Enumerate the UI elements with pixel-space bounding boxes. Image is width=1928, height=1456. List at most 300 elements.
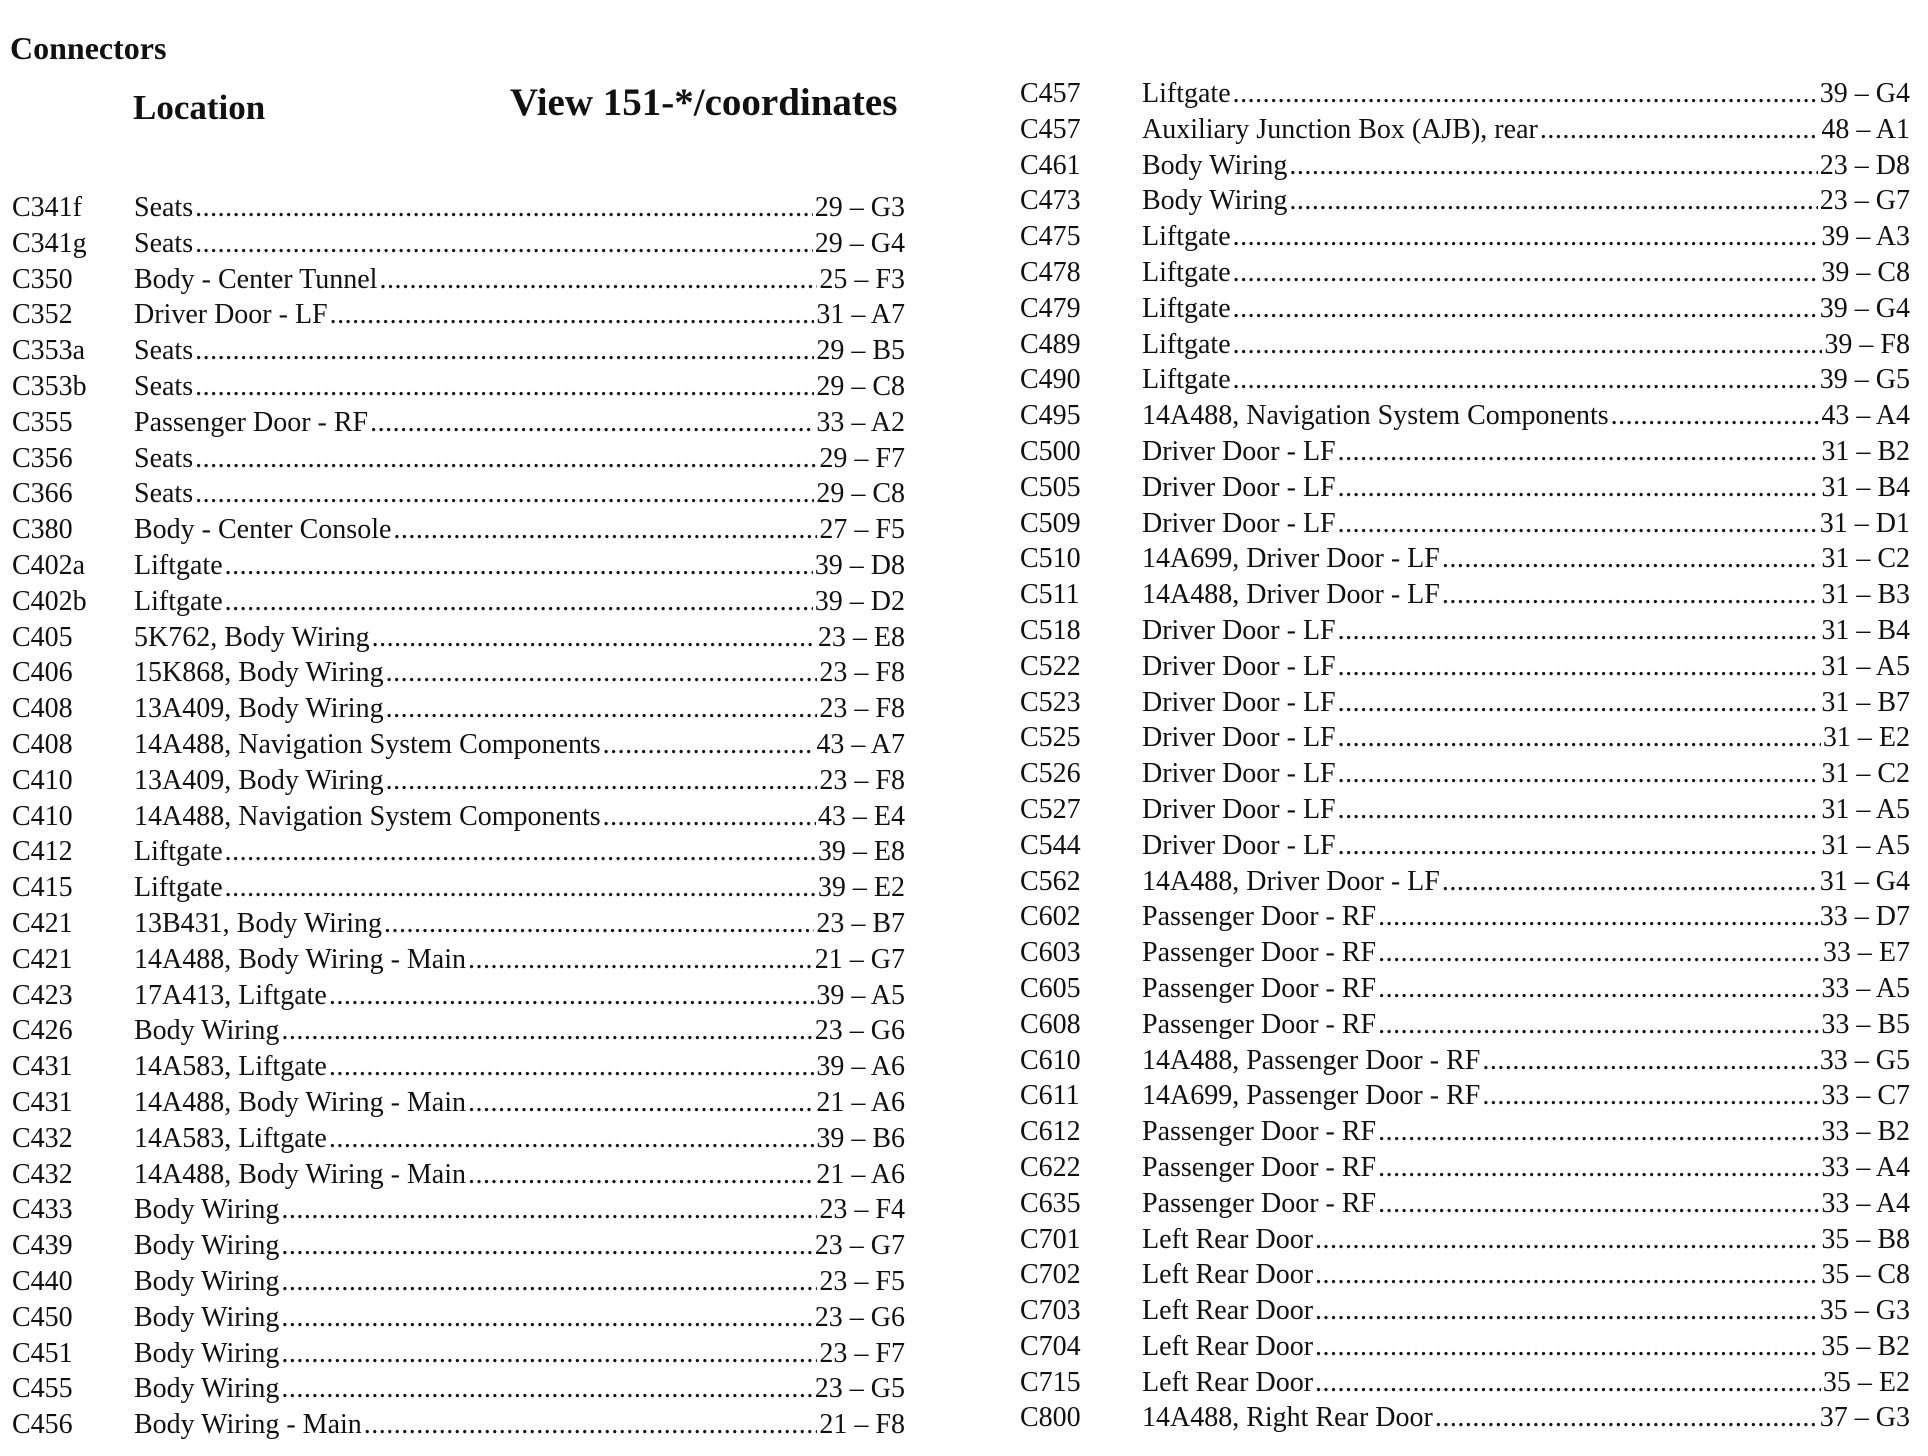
connector-location: Passenger Door - RF — [1142, 1151, 1377, 1183]
dot-leader — [1315, 1295, 1818, 1327]
connector-location: Body Wiring — [1142, 185, 1288, 217]
view-coordinate: 23 – B7 — [816, 907, 905, 939]
connector-row — [12, 514, 905, 550]
view-coordinate: 35 – C8 — [1821, 1259, 1910, 1291]
connector-code: C431 — [12, 1086, 73, 1118]
connector-location: Driver Door - LF — [1142, 435, 1336, 467]
connector-location: Left Rear Door — [1142, 1223, 1314, 1255]
connector-row — [1020, 1188, 1910, 1224]
connector-row — [12, 443, 905, 479]
connector-row — [1020, 794, 1910, 830]
connector-code: C509 — [1020, 507, 1081, 539]
connector-code: C412 — [12, 836, 73, 868]
connector-location: Body Wiring — [134, 1301, 280, 1333]
connector-location: 14A488, Body Wiring - Main — [134, 943, 467, 975]
connector-code: C356 — [12, 442, 73, 474]
connector-row — [1020, 830, 1910, 866]
dot-leader — [1338, 508, 1818, 540]
connector-location: 14A488, Driver Door - LF — [1142, 865, 1440, 897]
view-coordinate: 35 – B8 — [1821, 1223, 1910, 1255]
connector-row — [12, 729, 905, 765]
connector-code: C432 — [12, 1122, 73, 1154]
view-coordinate: 31 – B4 — [1821, 471, 1910, 503]
connector-code: C457 — [1020, 78, 1081, 109]
connector-location: 14A583, Liftgate — [134, 1051, 327, 1083]
connector-row — [1020, 185, 1910, 221]
dot-leader — [393, 514, 817, 546]
connector-location: Passenger Door - RF — [1142, 1116, 1377, 1148]
view-coordinate: 39 – E8 — [817, 836, 905, 868]
connector-location: Driver Door - LF — [1142, 614, 1336, 646]
connector-code: C433 — [12, 1194, 73, 1226]
view-coordinate: 31 – B2 — [1821, 435, 1910, 467]
connector-row — [12, 765, 905, 801]
connector-location: Seats — [134, 442, 194, 474]
view-coordinate: 33 – E7 — [1822, 937, 1910, 969]
dot-leader — [1482, 1080, 1819, 1112]
connector-row — [1020, 1080, 1910, 1116]
view-coordinate: 21 – A6 — [816, 1086, 905, 1118]
connector-location: 17A413, Liftgate — [134, 979, 327, 1011]
dot-leader — [195, 443, 817, 475]
connector-code: C702 — [1020, 1259, 1081, 1291]
connector-code: C489 — [1020, 328, 1081, 360]
connector-code: C479 — [1020, 292, 1081, 324]
connector-row — [1020, 1009, 1910, 1045]
connector-code: C610 — [1020, 1044, 1081, 1076]
connector-location: Passenger Door - RF — [134, 406, 369, 438]
connector-location: Liftgate — [1142, 328, 1231, 360]
connector-row — [12, 335, 905, 371]
connector-location: Seats — [134, 335, 194, 367]
view-coordinate: 23 – E8 — [817, 621, 905, 653]
dot-leader — [281, 1230, 812, 1262]
connector-code: C505 — [1020, 471, 1081, 503]
dot-leader — [1233, 221, 1820, 253]
view-coordinate: 33 – C7 — [1821, 1080, 1910, 1112]
connector-row — [1020, 1224, 1910, 1260]
view-coordinate: 35 – G3 — [1819, 1295, 1910, 1327]
connector-code: C602 — [1020, 901, 1081, 933]
connector-row — [12, 1266, 905, 1302]
connector-code: C350 — [12, 263, 73, 295]
connector-row — [12, 801, 905, 837]
connector-row — [1020, 1152, 1910, 1188]
connector-row — [12, 836, 905, 872]
connector-row — [1020, 329, 1910, 365]
connector-row — [12, 550, 905, 586]
connector-location: 13A409, Body Wiring — [134, 764, 384, 796]
connector-row — [12, 1051, 905, 1087]
connector-row — [1020, 901, 1910, 937]
connector-code: C366 — [12, 478, 73, 510]
dot-leader — [225, 872, 816, 904]
connector-row — [1020, 1402, 1910, 1438]
connector-location: 14A488, Navigation System Components — [134, 728, 601, 760]
connector-row — [12, 1123, 905, 1159]
connector-row — [1020, 579, 1910, 615]
connector-code: C353a — [12, 335, 86, 367]
dot-leader — [329, 980, 814, 1012]
connector-location: Body - Center Tunnel — [134, 263, 378, 295]
view-coordinates-column-header: View 151-*/coordinates — [510, 81, 898, 124]
connector-code: C408 — [12, 693, 73, 725]
connector-code: C611 — [1020, 1080, 1080, 1112]
view-coordinate: 35 – E2 — [1822, 1366, 1910, 1398]
view-coordinate: 23 – G6 — [814, 1015, 905, 1047]
dot-leader — [1378, 1009, 1819, 1041]
dot-leader — [468, 1159, 814, 1191]
connector-code: C518 — [1020, 614, 1081, 646]
view-coordinate: 29 – F7 — [819, 442, 905, 474]
connector-location: Body Wiring — [134, 1337, 280, 1369]
view-coordinate: 29 – C8 — [816, 478, 905, 510]
connector-location: Driver Door - LF — [1142, 507, 1336, 539]
connector-row — [12, 407, 905, 443]
connector-location: 5K762, Body Wiring — [134, 621, 370, 653]
connector-code: C421 — [12, 907, 73, 939]
view-coordinate: 31 – C2 — [1821, 543, 1910, 575]
connector-location: Body Wiring — [134, 1265, 280, 1297]
view-coordinate: 33 – B5 — [1821, 1008, 1910, 1040]
connector-location: Passenger Door - RF — [1142, 1008, 1377, 1040]
connector-location: Liftgate — [134, 836, 223, 868]
connector-location: Body - Center Console — [134, 514, 392, 546]
connector-row — [12, 1373, 905, 1409]
dot-leader — [1338, 794, 1820, 826]
connector-location: 14A488, Passenger Door - RF — [1142, 1044, 1481, 1076]
connector-row — [12, 1015, 905, 1051]
view-coordinate: 43 – E4 — [817, 800, 905, 832]
view-coordinate: 31 – B7 — [1821, 686, 1910, 718]
connector-row — [1020, 866, 1910, 902]
view-coordinate: 23 – F7 — [819, 1337, 905, 1369]
connector-code: C511 — [1020, 579, 1080, 611]
connector-location: Liftgate — [134, 585, 223, 617]
dot-leader — [1338, 758, 1820, 790]
view-coordinate: 23 – D8 — [1819, 149, 1910, 181]
view-coordinate: 29 – B5 — [816, 335, 905, 367]
connector-row — [1020, 758, 1910, 794]
connector-code: C562 — [1020, 865, 1081, 897]
dot-leader — [225, 836, 816, 868]
view-coordinate: 29 – G3 — [814, 192, 905, 223]
view-coordinate: 23 – F4 — [819, 1194, 905, 1226]
view-coordinate: 48 – A1 — [1821, 113, 1910, 145]
view-coordinate: 39 – C8 — [1821, 256, 1910, 288]
connector-row — [1020, 257, 1910, 293]
connector-code: C439 — [12, 1230, 73, 1262]
connector-row — [12, 1302, 905, 1338]
view-coordinate: 31 – G4 — [1819, 865, 1910, 897]
connector-code: C490 — [1020, 364, 1081, 396]
connector-code: C635 — [1020, 1187, 1081, 1219]
connector-location: 15K868, Body Wiring — [134, 657, 384, 689]
connector-location: Liftgate — [134, 549, 223, 581]
connector-row — [1020, 615, 1910, 651]
connector-location: Seats — [134, 370, 194, 402]
dot-leader — [1338, 472, 1820, 504]
connector-location: Auxiliary Junction Box (AJB), rear — [1142, 113, 1538, 145]
connector-code: C405 — [12, 621, 73, 653]
connector-location: 14A583, Liftgate — [134, 1122, 327, 1154]
connector-code: C432 — [12, 1158, 73, 1190]
connector-code: C526 — [1020, 758, 1081, 790]
connector-row — [1020, 1331, 1910, 1367]
connector-location: Driver Door - LF — [134, 299, 328, 331]
view-coordinate: 31 – A5 — [1821, 793, 1910, 825]
connector-location: Driver Door - LF — [1142, 686, 1336, 718]
connector-location: Body Wiring — [1142, 149, 1288, 181]
dot-leader — [281, 1302, 812, 1334]
dot-leader — [225, 586, 813, 618]
connector-code: C510 — [1020, 543, 1081, 575]
connector-row — [12, 1159, 905, 1195]
view-coordinate: 23 – F8 — [819, 657, 905, 689]
connector-code: C704 — [1020, 1330, 1081, 1362]
connector-code: C478 — [1020, 256, 1081, 288]
connector-row — [1020, 78, 1910, 114]
dot-leader — [1338, 436, 1820, 468]
dot-leader — [1442, 543, 1819, 575]
view-coordinate: 29 – C8 — [816, 370, 905, 402]
connector-location: Body Wiring — [134, 1194, 280, 1226]
dot-leader — [281, 1015, 812, 1047]
dot-leader — [1289, 150, 1817, 182]
view-coordinate: 39 – A5 — [816, 979, 905, 1011]
dot-leader — [1338, 830, 1820, 862]
connector-location: 13A409, Body Wiring — [134, 693, 384, 725]
connector-row — [12, 192, 905, 228]
connector-row — [12, 622, 905, 658]
page-title: Connectors — [10, 30, 167, 66]
view-coordinate: 39 – G5 — [1819, 364, 1910, 396]
connector-code: C431 — [12, 1051, 73, 1083]
dot-leader — [386, 657, 818, 689]
connector-location: Liftgate — [134, 872, 223, 904]
connector-location: Body Wiring — [134, 1015, 280, 1047]
dot-leader — [195, 228, 813, 260]
connector-location: Left Rear Door — [1142, 1295, 1314, 1327]
connector-row — [12, 872, 905, 908]
connector-code: C525 — [1020, 722, 1081, 754]
connector-code: C421 — [12, 943, 73, 975]
connector-location: 14A488, Driver Door - LF — [1142, 579, 1440, 611]
dot-leader — [364, 1409, 818, 1441]
connector-row — [12, 1087, 905, 1123]
connector-location: Body Wiring — [134, 1373, 280, 1405]
connector-code: C544 — [1020, 829, 1081, 861]
dot-leader — [1378, 901, 1818, 933]
view-coordinate: 29 – G4 — [814, 227, 905, 259]
connector-row — [1020, 472, 1910, 508]
connector-code: C440 — [12, 1265, 73, 1297]
connector-row — [1020, 1116, 1910, 1152]
connector-code: C603 — [1020, 937, 1081, 969]
connector-code: C353b — [12, 370, 87, 402]
connector-row — [1020, 400, 1910, 436]
connector-row — [1020, 436, 1910, 472]
view-coordinate: 33 – A5 — [1821, 972, 1910, 1004]
connector-location: 14A488, Body Wiring - Main — [134, 1086, 467, 1118]
connector-row — [1020, 114, 1910, 150]
view-coordinate: 39 – G4 — [1819, 292, 1910, 324]
connector-code: C715 — [1020, 1366, 1081, 1398]
connector-row — [12, 693, 905, 729]
view-coordinate: 23 – G6 — [814, 1301, 905, 1333]
view-coordinate: 31 – B4 — [1821, 614, 1910, 646]
connector-row — [12, 371, 905, 407]
connector-code: C622 — [1020, 1151, 1081, 1183]
dot-leader — [1233, 364, 1818, 396]
connector-row — [12, 908, 905, 944]
view-coordinate: 31 – D1 — [1819, 507, 1910, 539]
dot-leader — [379, 264, 817, 296]
dot-leader — [281, 1194, 817, 1226]
connector-row — [12, 944, 905, 980]
connector-location: Passenger Door - RF — [1142, 972, 1377, 1004]
view-coordinate: 39 – A6 — [816, 1051, 905, 1083]
connector-location: Left Rear Door — [1142, 1330, 1314, 1362]
view-coordinate: 33 – G5 — [1819, 1044, 1910, 1076]
connector-row — [12, 980, 905, 1016]
connector-location: Liftgate — [1142, 292, 1231, 324]
view-coordinate: 33 – B2 — [1821, 1116, 1910, 1148]
view-coordinate: 39 – F8 — [1824, 328, 1910, 360]
dot-leader — [1378, 973, 1819, 1005]
dot-leader — [1378, 1152, 1819, 1184]
connector-code: C410 — [12, 764, 73, 796]
dot-leader — [1233, 329, 1823, 361]
connector-location: Left Rear Door — [1142, 1259, 1314, 1291]
connector-location: Driver Door - LF — [1142, 829, 1336, 861]
connector-code: C612 — [1020, 1116, 1081, 1148]
dot-leader — [372, 622, 816, 654]
view-coordinate: 21 – F8 — [819, 1409, 905, 1441]
connector-row — [12, 586, 905, 622]
connector-row — [1020, 1367, 1910, 1403]
dot-leader — [1315, 1331, 1819, 1363]
view-coordinate: 23 – F5 — [819, 1265, 905, 1297]
view-coordinate: 31 – A5 — [1821, 650, 1910, 682]
connector-location: Liftgate — [1142, 78, 1231, 109]
connector-code: C456 — [12, 1409, 73, 1441]
dot-leader — [1338, 651, 1820, 683]
connector-code: C406 — [12, 657, 73, 689]
connector-location: 14A699, Driver Door - LF — [1142, 543, 1440, 575]
dot-leader — [330, 299, 815, 331]
connector-code: C500 — [1020, 435, 1081, 467]
dot-leader — [1338, 687, 1820, 719]
dot-leader — [1233, 293, 1818, 325]
connector-location: 14A488, Body Wiring - Main — [134, 1158, 467, 1190]
dot-leader — [281, 1266, 817, 1298]
dot-leader — [1315, 1367, 1821, 1399]
dot-leader — [1315, 1259, 1819, 1291]
connector-row — [1020, 1045, 1910, 1081]
connector-code: C355 — [12, 406, 73, 438]
view-coordinate: 39 – D2 — [814, 585, 905, 617]
dot-leader — [1540, 114, 1819, 146]
connector-row — [1020, 687, 1910, 723]
view-coordinate: 23 – F8 — [819, 764, 905, 796]
connector-code: C450 — [12, 1301, 73, 1333]
connector-code: C352 — [12, 299, 73, 331]
connector-row — [1020, 651, 1910, 687]
view-coordinate: 31 – A7 — [816, 299, 905, 331]
dot-leader — [386, 693, 818, 725]
connector-location: Body Wiring — [134, 1230, 280, 1262]
dot-leader — [195, 192, 813, 224]
view-coordinate: 21 – A6 — [816, 1158, 905, 1190]
dot-leader — [1233, 78, 1818, 110]
view-coordinate: 37 – G3 — [1819, 1402, 1910, 1434]
connector-row — [12, 228, 905, 264]
connector-code: C800 — [1020, 1402, 1081, 1434]
connector-list-left — [12, 192, 905, 1445]
view-coordinate: 21 – G7 — [814, 943, 905, 975]
connector-code: C605 — [1020, 972, 1081, 1004]
connector-row — [12, 657, 905, 693]
connector-location: Driver Door - LF — [1142, 650, 1336, 682]
view-coordinate: 23 – G5 — [814, 1373, 905, 1405]
connector-location: Driver Door - LF — [1142, 793, 1336, 825]
view-coordinate: 39 – E2 — [817, 872, 905, 904]
view-coordinate: 39 – D8 — [814, 549, 905, 581]
connector-location: Seats — [134, 192, 194, 223]
dot-leader — [1611, 400, 1820, 432]
dot-leader — [1442, 866, 1818, 898]
connector-location: Passenger Door - RF — [1142, 1187, 1377, 1219]
connector-row — [12, 1338, 905, 1374]
connector-code: C455 — [12, 1373, 73, 1405]
connector-location: 13B431, Body Wiring — [134, 907, 383, 939]
connector-row — [1020, 1259, 1910, 1295]
connector-location: Passenger Door - RF — [1142, 901, 1377, 933]
connector-code: C523 — [1020, 686, 1081, 718]
connector-row — [12, 1230, 905, 1266]
connector-code: C701 — [1020, 1223, 1081, 1255]
connector-code: C608 — [1020, 1008, 1081, 1040]
connector-code: C703 — [1020, 1295, 1081, 1327]
connector-row — [1020, 543, 1910, 579]
dot-leader — [1233, 257, 1820, 289]
connector-location: Liftgate — [1142, 221, 1231, 253]
dot-leader — [1482, 1045, 1817, 1077]
view-coordinate: 39 – B6 — [816, 1122, 905, 1154]
view-coordinate: 25 – F3 — [819, 263, 905, 295]
view-coordinate: 31 – B3 — [1821, 579, 1910, 611]
view-coordinate: 23 – G7 — [1819, 185, 1910, 217]
connector-location: 14A488, Right Rear Door — [1142, 1402, 1433, 1434]
dot-leader — [281, 1338, 817, 1370]
dot-leader — [603, 729, 815, 761]
connector-list-right — [1020, 78, 1910, 1438]
dot-leader — [1338, 722, 1821, 754]
dot-leader — [329, 1123, 814, 1155]
dot-leader — [195, 371, 814, 403]
view-coordinate: 23 – G7 — [814, 1230, 905, 1262]
dot-leader — [384, 908, 814, 940]
dot-leader — [225, 550, 813, 582]
connector-code: C341f — [12, 192, 82, 223]
connector-row — [1020, 1295, 1910, 1331]
dot-leader — [1289, 185, 1817, 217]
dot-leader — [1378, 1116, 1819, 1148]
connector-location: 14A488, Navigation System Components — [1142, 400, 1609, 432]
dot-leader — [1378, 1188, 1819, 1220]
connector-row — [1020, 937, 1910, 973]
